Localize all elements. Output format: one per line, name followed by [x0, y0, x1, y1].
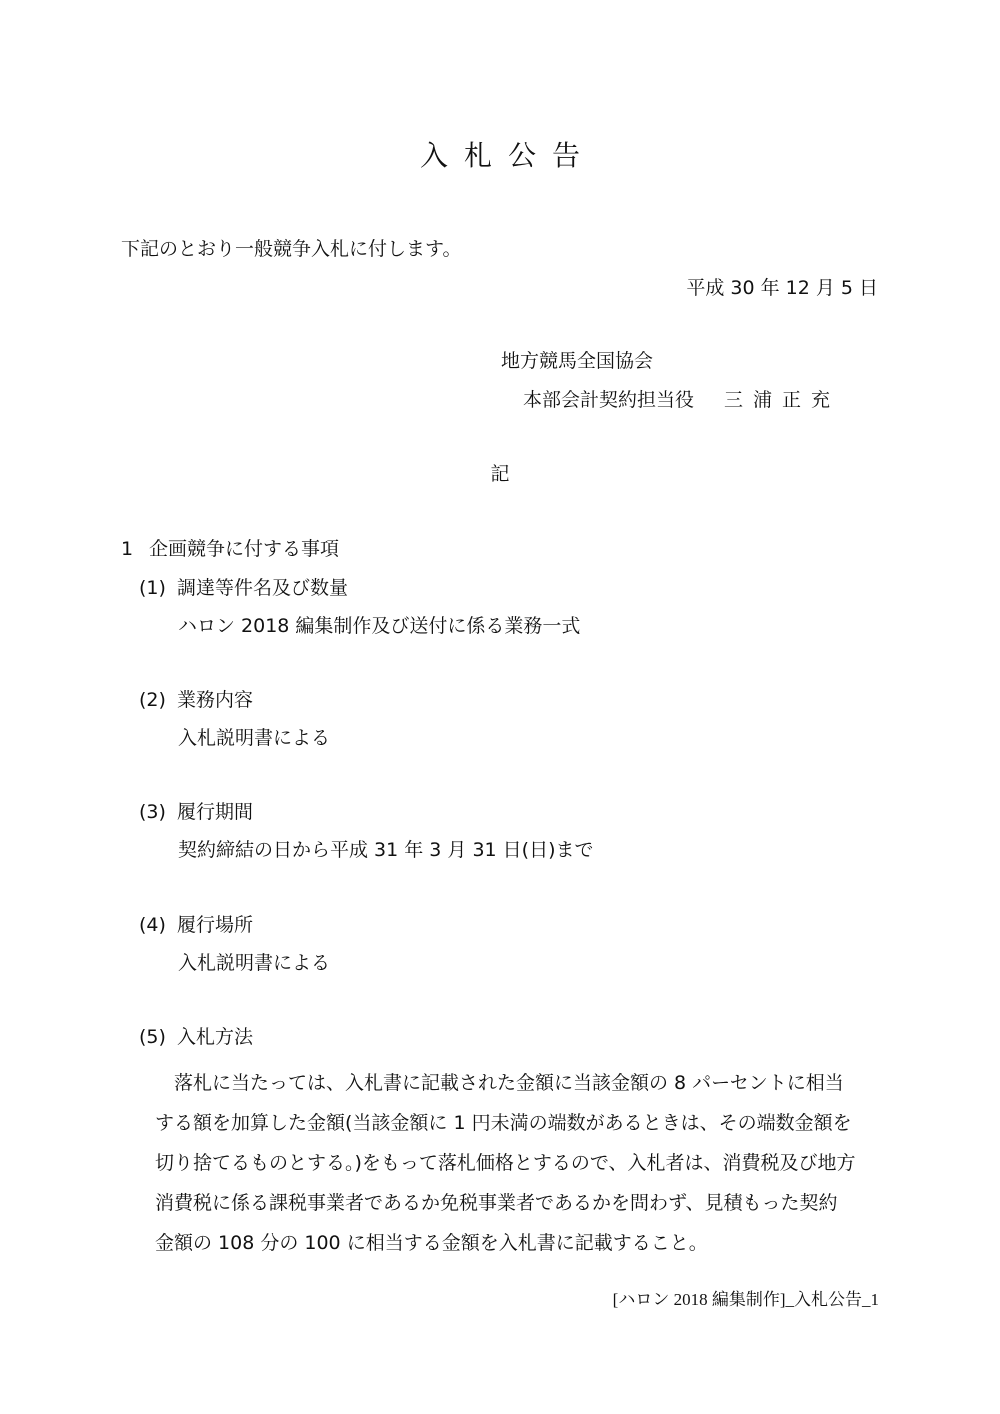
- item-heading: [139, 691, 253, 710]
- section-title: 企画競争に付する事項: [149, 538, 340, 560]
- item-label: (5): [139, 1026, 166, 1048]
- paragraph-line: 切り捨てるものとする。)をもって落札価格とするので、入札者は、消費税及び地方: [155, 1152, 856, 1174]
- section-number: 1: [121, 538, 134, 560]
- section-heading: [121, 540, 339, 559]
- official-title: 本部会計契約担当役: [523, 389, 695, 411]
- item-heading: [139, 916, 253, 935]
- item-heading-text: 入札方法: [177, 1026, 254, 1048]
- paragraph-line: 落札に当たっては、入札書に記載された金額に当該金額の 8 パーセントに相当: [155, 1072, 844, 1094]
- paragraph-line: する額を加算した金額(当該金額に 1 円未満の端数があるときは、その端数金額を: [155, 1112, 852, 1134]
- item-content: 入札説明書による: [178, 952, 331, 974]
- item-heading: [139, 803, 253, 822]
- paragraph-line: 金額の 108 分の 100 に相当する金額を入札書に記載すること。: [155, 1232, 708, 1254]
- item-heading-text: 履行場所: [177, 914, 254, 936]
- item-heading-text: 調達等件名及び数量: [177, 577, 349, 599]
- item-heading: [139, 1028, 253, 1047]
- item-content: ハロン 2018 編集制作及び送付に係る業務一式: [178, 615, 581, 637]
- item-heading-text: 業務内容: [177, 689, 254, 711]
- organization-name: 地方競馬全国協会: [501, 350, 654, 372]
- official-name: 三浦正充: [724, 389, 841, 411]
- item-heading: [139, 579, 348, 598]
- item-content: 入札説明書による: [178, 727, 331, 749]
- item-label: (2): [139, 689, 166, 711]
- paragraph-line: 消費税に係る課税事業者であるか免税事業者であるかを問わず、見積もった契約: [155, 1192, 838, 1214]
- item-label: (4): [139, 914, 166, 936]
- ki-heading: 記: [490, 463, 510, 485]
- page-footer: [ハロン 2018 編集制作]_入札公告_1: [612, 1290, 879, 1309]
- bid-method-paragraph: [155, 1063, 885, 1263]
- item-label: (1): [139, 577, 166, 599]
- official-line: [523, 391, 840, 410]
- item-content: 契約締結の日から平成 31 年 3 月 31 日(日)まで: [178, 839, 594, 861]
- item-label: (3): [139, 801, 166, 823]
- intro-text: 下記のとおり一般競争入札に付します。: [121, 238, 462, 260]
- issue-date: 平成 30 年 12 月 5 日: [686, 277, 878, 299]
- item-heading-text: 履行期間: [177, 801, 254, 823]
- document-title: 入札公告: [419, 139, 596, 172]
